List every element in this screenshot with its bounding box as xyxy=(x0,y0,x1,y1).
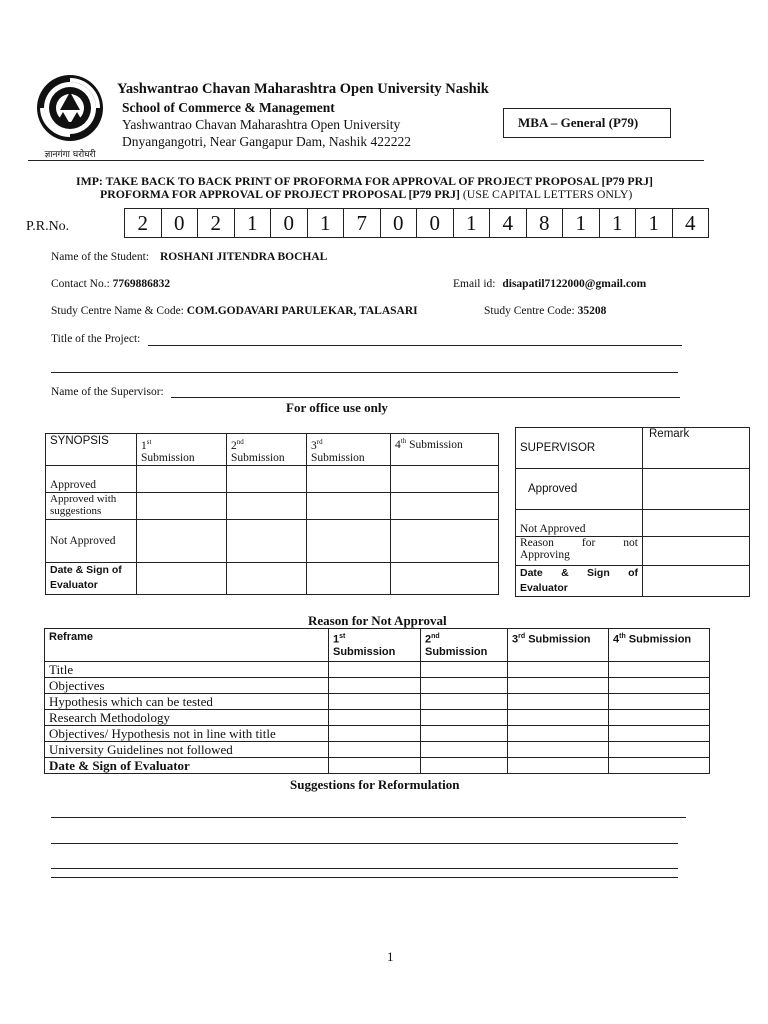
r-sub4-label: Submission xyxy=(628,633,692,646)
reason-cell[interactable] xyxy=(508,678,609,694)
student-name-row xyxy=(51,251,327,263)
r-sub4-num: 4 xyxy=(613,633,620,646)
reason-cell[interactable] xyxy=(329,726,421,742)
reason-cell[interactable] xyxy=(609,678,710,694)
synopsis-cell[interactable] xyxy=(391,520,499,563)
reason-cell[interactable] xyxy=(329,662,421,678)
student-name-label: Name of the Student: xyxy=(51,251,150,263)
synopsis-cell[interactable] xyxy=(137,466,227,493)
remark-header: Remark xyxy=(643,428,750,469)
prn-digit: 4 xyxy=(673,209,710,237)
r-sub4-sup: th xyxy=(619,633,626,640)
prn-digit: 1 xyxy=(235,209,272,237)
supervisor-name-line[interactable] xyxy=(171,397,680,398)
synopsis-cell[interactable] xyxy=(137,563,227,595)
synopsis-sub1-header xyxy=(137,434,227,466)
suggestions-title: Suggestions for Reformulation xyxy=(290,777,460,792)
synopsis-sub4-header xyxy=(391,434,499,466)
university-name: Yashwantrao Chavan Maharashtra Open University Nashik xyxy=(117,81,489,97)
contact-value: 7769886832 xyxy=(112,278,171,290)
email-row xyxy=(453,278,646,290)
supervisor-table xyxy=(515,427,750,597)
supervisor-header: SUPERVISOR xyxy=(516,428,643,469)
reason-cell[interactable] xyxy=(609,662,710,678)
reason-cell[interactable] xyxy=(421,710,508,726)
synopsis-cell[interactable] xyxy=(227,493,307,520)
r-sub3-sup: rd xyxy=(518,633,526,640)
email-label: Email id: xyxy=(453,278,496,290)
project-title-line-2[interactable] xyxy=(51,372,678,373)
sub3-num: 3 xyxy=(311,439,317,452)
sub1-label: Submission xyxy=(141,451,195,464)
notice-line-2-bold: PROFORMA FOR APPROVAL OF PROJECT PROPOSAL [P79 PRJ] xyxy=(100,187,460,201)
project-title-line[interactable] xyxy=(148,345,682,346)
synopsis-cell[interactable] xyxy=(391,493,499,520)
program-badge: MBA – General (P79) xyxy=(503,108,671,138)
synopsis-row-label: Not Approved xyxy=(46,520,137,563)
prn-digit: 0 xyxy=(162,209,199,237)
r-sub3-num: 3 xyxy=(512,633,519,646)
reason-cell[interactable] xyxy=(609,694,710,710)
supervisor-row-label: Approved xyxy=(516,469,643,510)
reason-sub3-header xyxy=(508,629,609,662)
reason-table xyxy=(44,628,710,774)
suggestion-line[interactable] xyxy=(51,843,678,844)
prn-digit: 1 xyxy=(636,209,673,237)
supervisor-row-label: Date & Sign of Evaluator xyxy=(516,566,643,597)
supervisor-row-label: Reason for not Approving xyxy=(516,537,643,566)
centre-code-value: 35208 xyxy=(577,305,607,317)
synopsis-row-label: Approved with suggestions xyxy=(46,493,137,520)
address-line-1: Yashwantrao Chavan Maharashtra Open University xyxy=(122,117,401,132)
reason-sub2-header xyxy=(421,629,508,662)
reason-row-label: Research Methodology xyxy=(45,710,329,726)
r-sub1-sup: st xyxy=(339,633,346,640)
school-name: School of Commerce & Management xyxy=(122,100,335,115)
sub1-num: 1 xyxy=(141,439,147,452)
reason-cell[interactable] xyxy=(609,710,710,726)
reason-cell[interactable] xyxy=(508,662,609,678)
university-logo xyxy=(30,72,110,160)
supervisor-name-label: Name of the Supervisor: xyxy=(51,386,164,398)
synopsis-cell[interactable] xyxy=(137,520,227,563)
reason-row-label: Title xyxy=(45,662,329,678)
prn-digit: 7 xyxy=(344,209,381,237)
synopsis-corner: SYNOPSIS xyxy=(46,434,137,466)
synopsis-cell[interactable] xyxy=(391,563,499,595)
reason-cell[interactable] xyxy=(421,742,508,758)
reason-row-label: Date & Sign of Evaluator xyxy=(45,758,329,774)
reason-cell[interactable] xyxy=(329,710,421,726)
supervisor-cell[interactable] xyxy=(643,469,750,510)
synopsis-table xyxy=(45,433,499,595)
sub1-sup: st xyxy=(146,438,152,446)
notice-line-1: IMP: TAKE BACK TO BACK PRINT OF PROFORMA FOR APPROVAL OF PROJECT PROPOSAL [P79 PRJ] xyxy=(76,174,653,188)
sub2-num: 2 xyxy=(231,439,237,452)
synopsis-cell[interactable] xyxy=(307,520,391,563)
reason-cell[interactable] xyxy=(508,710,609,726)
synopsis-cell[interactable] xyxy=(137,493,227,520)
synopsis-row-label: Date & Sign of Evaluator xyxy=(46,563,137,595)
r-sub1-num: 1 xyxy=(333,633,340,646)
reason-cell[interactable] xyxy=(329,678,421,694)
prn-digit-boxes xyxy=(124,208,709,238)
reason-cell[interactable] xyxy=(329,758,421,774)
notice-line-2 xyxy=(100,187,632,202)
office-use-title: For office use only xyxy=(286,400,388,415)
centre-label: Study Centre Name & Code: xyxy=(51,305,184,317)
sub2-sup: nd xyxy=(236,438,244,446)
reason-cell[interactable] xyxy=(609,742,710,758)
reason-row-label: Hypothesis which can be tested xyxy=(45,694,329,710)
reason-cell[interactable] xyxy=(508,758,609,774)
email-value: disapatil7122000@gmail.com xyxy=(502,278,647,290)
suggestion-line[interactable] xyxy=(51,868,678,869)
reason-cell[interactable] xyxy=(421,694,508,710)
reason-cell[interactable] xyxy=(508,726,609,742)
address-line-2: Dnyangangotri, Near Gangapur Dam, Nashik 422222 xyxy=(122,134,412,149)
sub4-num: 4 xyxy=(395,438,401,451)
synopsis-cell[interactable] xyxy=(391,466,499,493)
sub3-label: Submission xyxy=(311,451,365,464)
reason-row-label: Objectives xyxy=(45,678,329,694)
prn-digit: 1 xyxy=(563,209,600,237)
reason-sub4-header xyxy=(609,629,710,662)
synopsis-sub2-header xyxy=(227,434,307,466)
centre-value: COM.GODAVARI PARULEKAR, TALASARI xyxy=(186,305,418,317)
synopsis-cell[interactable] xyxy=(307,493,391,520)
sub4-label: Submission xyxy=(409,438,463,451)
reason-cell[interactable] xyxy=(329,742,421,758)
sub2-label: Submission xyxy=(231,451,285,464)
prn-digit: 1 xyxy=(600,209,637,237)
prn-digit: 0 xyxy=(417,209,454,237)
r-sub2-sup: nd xyxy=(431,633,440,640)
centre-code-label: Study Centre Code: xyxy=(484,305,575,317)
r-sub1-label: Submission xyxy=(333,645,396,658)
reason-cell[interactable] xyxy=(609,726,710,742)
contact-row xyxy=(51,278,170,290)
project-title-label: Title of the Project: xyxy=(51,333,141,345)
page-number: 1 xyxy=(387,949,394,964)
reason-cell[interactable] xyxy=(609,758,710,774)
r-sub3-label: Submission xyxy=(528,633,591,646)
notice-line-2-rest: (USE CAPITAL LETTERS ONLY) xyxy=(459,187,633,201)
prn-digit: 2 xyxy=(125,209,162,237)
reason-cell[interactable] xyxy=(421,758,508,774)
supervisor-row-label: Not Approved xyxy=(516,510,643,537)
supervisor-cell[interactable] xyxy=(643,510,750,537)
prn-digit: 4 xyxy=(490,209,527,237)
synopsis-cell[interactable] xyxy=(227,520,307,563)
synopsis-cell[interactable] xyxy=(307,466,391,493)
reason-title: Reason for Not Approval xyxy=(308,613,447,628)
header-divider xyxy=(28,160,704,161)
supervisor-cell[interactable] xyxy=(643,566,750,597)
supervisor-cell[interactable] xyxy=(643,537,750,566)
student-name-value: ROSHANI JITENDRA BOCHAL xyxy=(159,251,328,263)
synopsis-cell[interactable] xyxy=(307,563,391,595)
reason-corner: Reframe xyxy=(45,629,329,662)
reason-sub1-header xyxy=(329,629,421,662)
synopsis-cell[interactable] xyxy=(227,563,307,595)
suggestion-line[interactable] xyxy=(51,877,678,878)
reason-cell[interactable] xyxy=(329,694,421,710)
prn-label: P.R.No. xyxy=(26,219,70,234)
logo-tagline: ज्ञानगंगा घरोघरी xyxy=(44,150,96,160)
synopsis-row-label: Approved xyxy=(46,466,137,493)
suggestion-line[interactable] xyxy=(51,817,686,818)
reason-cell[interactable] xyxy=(421,662,508,678)
r-sub2-label: Submission xyxy=(425,645,488,658)
synopsis-sub3-header xyxy=(307,434,391,466)
prn-digit: 2 xyxy=(198,209,235,237)
prn-digit: 1 xyxy=(308,209,345,237)
reason-cell[interactable] xyxy=(508,742,609,758)
prn-digit: 0 xyxy=(271,209,308,237)
reason-cell[interactable] xyxy=(421,678,508,694)
prn-digit: 0 xyxy=(381,209,418,237)
reason-cell[interactable] xyxy=(508,694,609,710)
r-sub2-num: 2 xyxy=(425,633,432,646)
reason-cell[interactable] xyxy=(421,726,508,742)
sub4-sup: th xyxy=(400,437,407,445)
sub3-sup: rd xyxy=(316,438,323,446)
prn-digit: 8 xyxy=(527,209,564,237)
reason-row-label: University Guidelines not followed xyxy=(45,742,329,758)
contact-label: Contact No.: xyxy=(51,278,110,290)
centre-code-row xyxy=(484,305,606,317)
synopsis-cell[interactable] xyxy=(227,466,307,493)
centre-row xyxy=(51,305,418,317)
reason-row-label: Objectives/ Hypothesis not in line with title xyxy=(45,726,329,742)
prn-digit: 1 xyxy=(454,209,491,237)
